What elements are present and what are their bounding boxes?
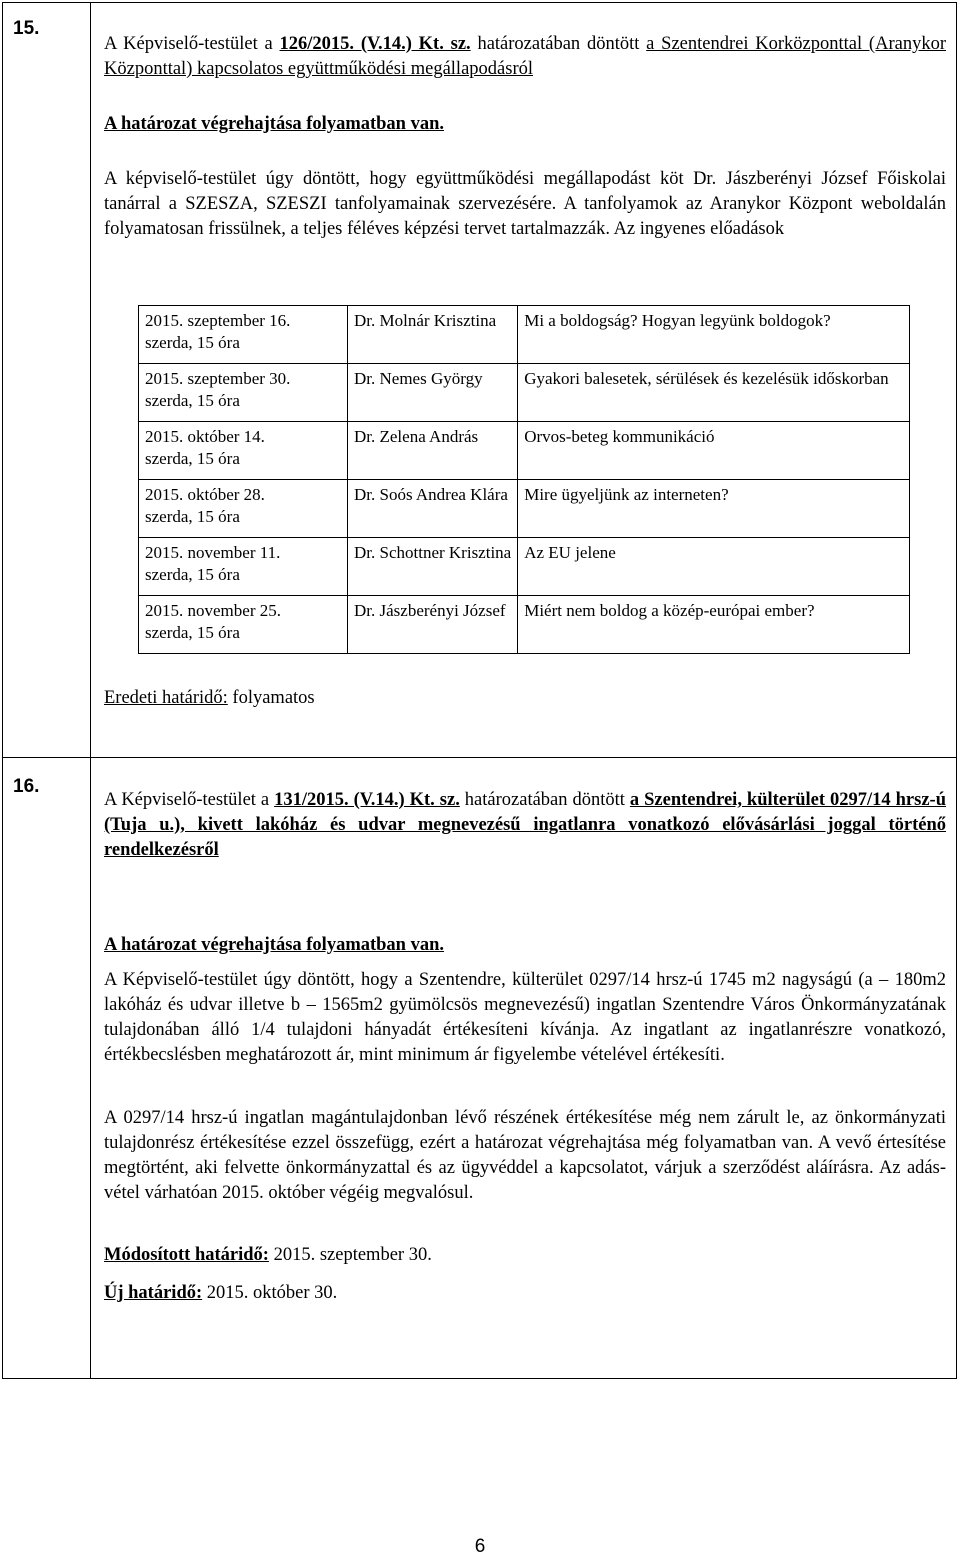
lecture-schedule-table: [138, 305, 910, 654]
lecturer-name: Dr. Molnár Krisztina: [348, 306, 518, 364]
lecture-date-cell: [139, 596, 348, 654]
lecture-date: 2015. szeptember 30.: [145, 369, 291, 388]
lecture-time: szerda, 15 óra: [145, 507, 240, 526]
lecture-date-cell: [139, 364, 348, 422]
resolution-subject: a Szentendrei Korközponttal (Aranykor Központtal) kapcsolatos együttműködési megállapodásról: [104, 34, 946, 79]
lecture-topic: Gyakori balesetek, sérülések és kezelésük időskorban: [518, 364, 910, 422]
row-divider: [2, 757, 957, 758]
section-16-paragraph-1: A Képviselő-testület úgy döntött, hogy a Szentendre, külterület 0297/14 hrsz-ú 1745 m2 nagyságú (a – 180m2 lakóház és udvar illetve b – 1565m2 gyümölcsös megnevezésű) ingatlan Szentendre Város Önkormányzatának tulajdonában álló 1/4 tulajdoni hányadát értékesíteni kívánja. Az ingatlant az ingatlanrészre vonatkozó, értékbecslésben meghatározott ár, mint minimum ár figyelembe vételével értékesíti.: [104, 970, 946, 1065]
lecture-time: szerda, 15 óra: [145, 391, 240, 410]
lecture-topic: Az EU jelene: [518, 538, 910, 596]
deadline-value: folyamatos: [227, 688, 315, 708]
column-divider: [90, 2, 91, 1379]
lecture-date: 2015. november 25.: [145, 601, 281, 620]
resolution-intro: A Képviselő-testület a 131/2015. (V.14.) Kt. sz. határozatában döntött a Szentendrei, külterület 0297/14 hrsz-ú (Tuja u.), kivett lakóház és udvar megnevezésű ingatlanra vonatkozó elővásárlási joggal történő rendelkezésről: [104, 790, 946, 860]
lecture-time: szerda, 15 óra: [145, 449, 240, 468]
lecture-time: szerda, 15 óra: [145, 623, 240, 642]
lecture-row: [139, 596, 910, 654]
lecture-topic: Orvos-beteg kommunikáció: [518, 422, 910, 480]
lecture-date: 2015. október 28.: [145, 485, 265, 504]
lecture-date: 2015. szeptember 16.: [145, 311, 291, 330]
lecture-date-cell: [139, 480, 348, 538]
lecture-time: szerda, 15 óra: [145, 565, 240, 584]
modified-deadline: Módosított határidő: 2015. szeptember 30.: [104, 1245, 432, 1265]
execution-status: A határozat végrehajtása folyamatban van.: [104, 935, 445, 955]
section-15-content: [104, 32, 946, 82]
lecture-topic: Miért nem boldog a közép-európai ember?: [518, 596, 910, 654]
resolution-subject: a Szentendrei, külterület 0297/14 hrsz-ú (Tuja u.), kivett lakóház és udvar megnevezésű ingatlanra vonatkozó elővásárlási joggal történő rendelkezésről: [104, 790, 946, 860]
section-number-15: 15.: [13, 18, 40, 39]
deadline-label: Eredeti határidő:: [104, 688, 228, 708]
section-15-body: A képviselő-testület úgy döntött, hogy együttműködési megállapodást köt Dr. Jászberényi József Főiskolai tanárral a SZESZA, SZESZI tanfolyamainak szervezésére. A tanfolyamok az Aranykor Központ weboldalán folyamatosan frissülnek, a teljes féléves képzési tervet tartalmazzák. Az ingyenes előadások: [104, 169, 946, 239]
lecturer-name: Dr. Nemes György: [348, 364, 518, 422]
lecture-row: [139, 422, 910, 480]
lecture-topic: Mi a boldogság? Hogyan legyünk boldogok?: [518, 306, 910, 364]
lecture-row: [139, 364, 910, 422]
section-16-paragraph-2: A 0297/14 hrsz-ú ingatlan magántulajdonban lévő részének értékesítése még nem zárult le, az önkormányzati tulajdonrész értékesítése ezzel összefügg, ezért a határozat végrehajtása még folyamatban van. A vevő értesítése megtörtént, aki felvette önkormányzattal és az ügyvéddel a kapcsolatot, várjuk a szerződést aláírásra. Az adás-vétel várhatóan 2015. október végéig megvalósul.: [104, 1108, 946, 1203]
lecture-time: szerda, 15 óra: [145, 333, 240, 352]
resolution-intro: A Képviselő-testület a 126/2015. (V.14.) Kt. sz. határozatában döntött a Szentendrei Korközponttal (Aranykor Központtal) kapcsolatos együttműködési megállapodásról: [104, 34, 946, 79]
lecturer-name: Dr. Jászberényi József: [348, 596, 518, 654]
original-deadline: [104, 686, 946, 711]
lecture-date: 2015. október 14.: [145, 427, 265, 446]
page-number: 6: [474, 1536, 486, 1557]
lecture-row: [139, 480, 910, 538]
lecture-date-cell: [139, 422, 348, 480]
lecture-date: 2015. november 11.: [145, 543, 281, 562]
lecture-row: [139, 538, 910, 596]
lecture-topic: Mire ügyeljünk az interneten?: [518, 480, 910, 538]
lecturer-name: Dr. Zelena András: [348, 422, 518, 480]
resolution-reference: 126/2015. (V.14.) Kt. sz.: [279, 34, 471, 54]
lecture-date-cell: [139, 538, 348, 596]
resolution-reference: 131/2015. (V.14.) Kt. sz.: [274, 790, 460, 810]
section-16-content: [104, 788, 946, 863]
lecture-row: [139, 306, 910, 364]
lecture-date-cell: [139, 306, 348, 364]
lecturer-name: Dr. Schottner Krisztina: [348, 538, 518, 596]
lecturer-name: Dr. Soós Andrea Klára: [348, 480, 518, 538]
execution-status: A határozat végrehajtása folyamatban van.: [104, 114, 445, 134]
section-number-16: 16.: [13, 776, 40, 797]
new-deadline: Új határidő: 2015. október 30.: [104, 1283, 338, 1303]
